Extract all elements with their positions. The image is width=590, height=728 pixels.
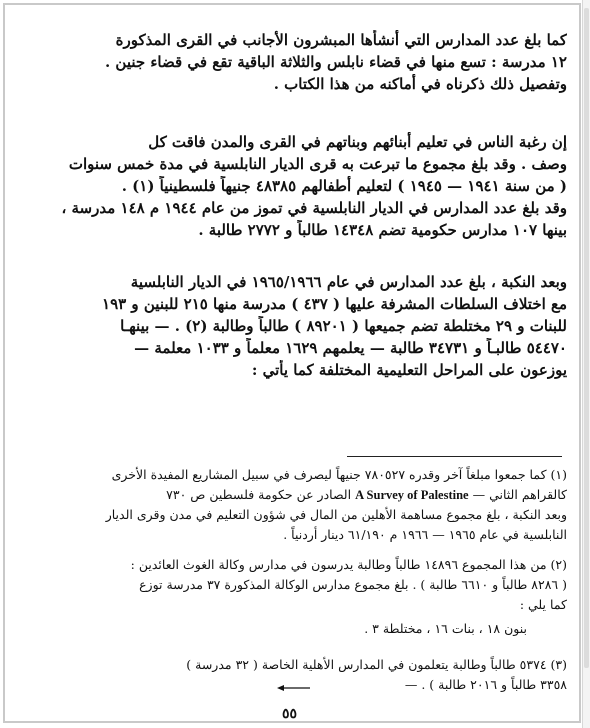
arrow-left-icon <box>277 684 311 692</box>
footnote-line: ٣٣٥٨ طالباً و ٢٠١٦ طالبة ) . — <box>404 677 567 692</box>
body-line: يوزعون على المراحل التعليمية المختلفة كما يأتي : <box>251 361 567 379</box>
footnote-line: وبعد النكبة ، بلغ مجموع مساهمة الأهلين من المال في شؤون التعليم في مدن وقرى الديار <box>105 507 567 522</box>
scrollbar-thumb[interactable] <box>584 8 589 668</box>
body-line: وصف . وقد بلغ مجموع ما تبرعت به قرى الديار النابلسية في مدة خمس سنوات <box>68 155 567 173</box>
body-line: كما بلغ عدد المدارس التي أنشأها المبشرون الأجانب في القرى المذكورة <box>115 31 567 49</box>
body-line: وقد بلغ عدد المدارس في الديار النابلسية في تموز من عام ١٩٤٤ م ١٤٨ مدرسة ، <box>61 199 567 217</box>
footnote-text: الصادر عن حكومة فلسطين ص ٧٣٠ <box>166 487 352 502</box>
footnote-text: كالقراهم الثاني — <box>472 487 567 502</box>
footnote-line: النابلسية في عام ١٩٦٥ — ١٩٦٦ م ٦١/١٩٠ دينار أردنياً . <box>283 527 567 542</box>
body-line: للبنات و ٢٩ مختلطة تضم جميعها ( ٨٩٢٠١ ) طالباً وطالبة (٢) . — بينهـا <box>120 317 567 335</box>
document-page <box>12 8 567 723</box>
body-line: مع اختلاف السلطات المشرفة عليها ( ٤٣٧ ) مدرسة منها ٢١٥ للبنين و ١٩٣ <box>102 295 567 313</box>
footnote-line: ( ٨٢٨٦ طالباً و ٦٦١٠ طالبة ) . بلغ مجموع مدارس الوكالة المذكورة ٣٧ مدرسة توزع <box>139 577 567 592</box>
page-number: ٥٥ <box>281 706 298 722</box>
footnote-line: بنون ١٨ ، بنات ١٦ ، مختلطة ٣ . <box>364 621 527 636</box>
footnote-separator <box>347 456 562 457</box>
body-line: وبعد النكبة ، بلغ عدد المدارس في عام ١٩٦٥/١٩٦٦ في الديار النابلسية <box>130 273 567 291</box>
footnote-line <box>12 486 567 504</box>
body-line: ٥٤٤٧٠ طالبـاً و ٣٤٧٣١ طالبة — يعلمهم ١٦٢٩ معلماً و ١٠٣٣ معلمة — <box>134 339 567 357</box>
footnote-line: كما يلي : <box>519 597 567 612</box>
footnote-line: (٢) من هذا المجموع ١٤٨٩٦ طالباً وطالبة يدرسون في مدارس وكالة الغوث العائدين : <box>130 557 567 572</box>
footnote-latin-title: A Survey of Palestine <box>355 488 469 502</box>
body-line: وتفصيل ذلك ذكرناه في أماكنه من هذا الكتاب . <box>273 75 567 93</box>
body-line: ١٢ مدرسة : تسع منها في قضاء نابلس والثلاثة الباقية تقع في قضاء جنين . <box>104 53 567 71</box>
footnote-line: (١) كما جمعوا مبلغاً آخر وقدره ٧٨٠٥٢٧ جنيهاً ليصرف في سبيل المشاريع المفيدة الأخرى <box>111 467 567 482</box>
body-line: بينها ١٠٧ مدارس حكومية تضم ١٤٣٤٨ طالباً و ٢٧٧٢ طالبة . <box>198 221 567 239</box>
footnote-line: (٣) ٥٣٧٤ طالباً وطالبة يتعلمون في المدارس الأهلية الخاصة ( ٣٢ مدرسة ) <box>186 657 567 672</box>
vertical-scrollbar[interactable] <box>582 0 590 728</box>
body-line: ( من سنة ١٩٤١ — ١٩٤٥ ) لتعليم أطفالهم ٤٨٣٨٥ جنيهاً فلسطينياً (١) . <box>121 177 567 195</box>
body-line: إن رغبة الناس في تعليم أبنائهم وبناتهم في القرى والمدن فاقت كل <box>148 133 567 151</box>
